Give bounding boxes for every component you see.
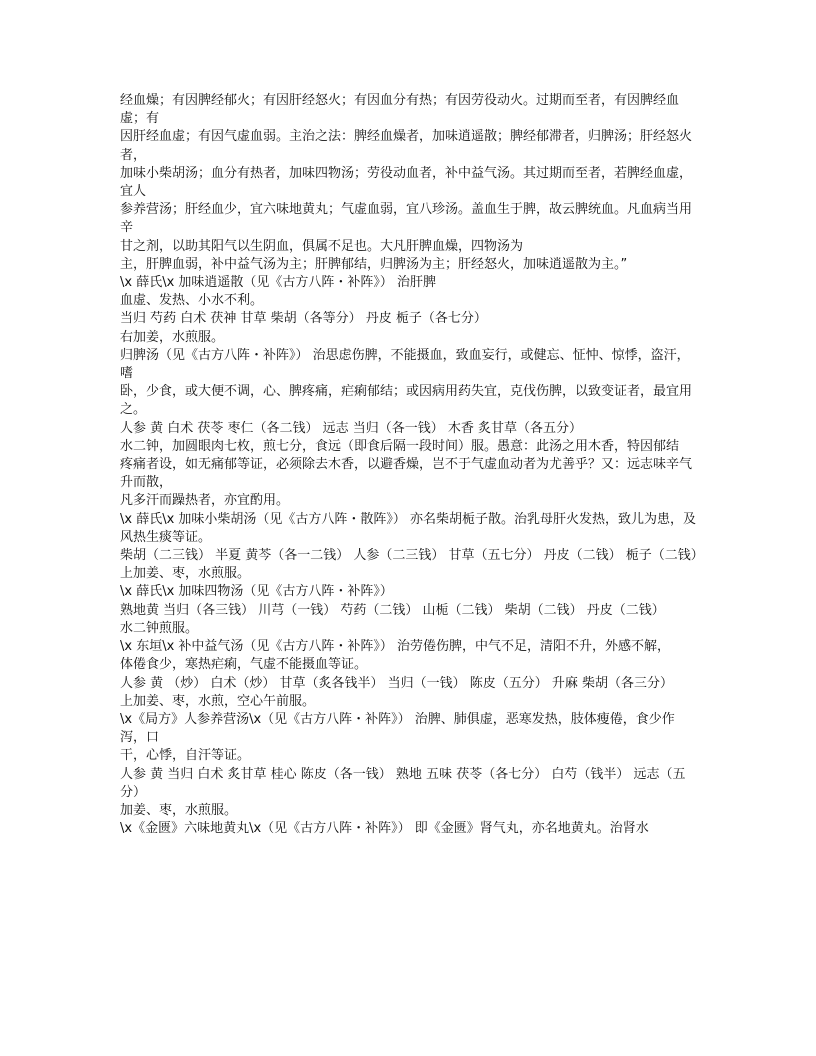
text-line: 因肝经血虚；有因气虚血弱。主治之法：脾经血燥者，加味逍遥散；脾经郁滞者，归脾汤；肝经怒火者，	[120, 129, 693, 163]
preparation-note: 上加姜、枣，水煎服。	[120, 566, 251, 582]
text-line: 卧，少食，或大便不调，心、脾疼痛，疟痢郁结；或因病用药失宜，克伐伤脾，以致变证者，最宜用之。	[120, 384, 693, 418]
formula-heading: 归脾汤（见《古方八阵・补阵》） 治思虑伤脾，不能摄血，致血妄行，或健忘、怔忡、惊悸，盗汗，嗜	[120, 347, 690, 382]
text-line: 风热生痰等证。	[120, 529, 212, 545]
preparation-note: 加姜、枣，水煎服。	[120, 802, 238, 818]
text-line: 加味小柴胡汤；血分有热者，加味四物汤；劳役动血者，补中益气汤。其过期而至者，若脾经血虚，宜人	[120, 165, 693, 200]
text-line: 凡多汗而躁热者，亦宜酌用。	[120, 493, 290, 509]
ingredient-list: 柴胡（二三钱） 半夏 黄芩（各一二钱） 人参（二三钱） 甘草（五七分） 丹皮（二钱） 栀子（二钱）	[120, 548, 704, 564]
preparation-note: 水二钟煎服。	[120, 620, 199, 636]
text-line: 参养营汤；肝经血少，宜六味地黄丸；气虚血弱，宜八珍汤。盖血生于脾，故云脾统血。凡血病当用辛	[120, 202, 693, 236]
ingredient-list: 人参 黄 （炒） 白术（炒） 甘草（炙各钱半） 当归（一钱） 陈皮（五分） 升麻 柴胡（各三分）	[120, 675, 674, 691]
formula-heading: \x 薛氏\x 加味小柴胡汤（见《古方八阵・散阵》） 亦名柴胡栀子散。治乳母肝火发热，致儿为患，及	[120, 511, 697, 527]
ingredient-list: 人参 黄 白术 茯苓 枣仁（各二钱） 远志 当归（各一钱） 木香 炙甘草（各五分）	[120, 420, 583, 436]
preparation-note: 上加姜、枣，水煎，空心午前服。	[120, 693, 316, 709]
formula-heading: \x 薛氏\x 加味逍遥散（见《古方八阵・补阵》） 治肝脾	[120, 275, 437, 291]
formula-heading: \x 东垣\x 补中益气汤（见《古方八阵・补阵》） 治劳倦伤脾，中气不足，清阳不升，外感不解，	[120, 639, 671, 655]
text-line: 甘之剂，以助其阳气以生阴血，俱属不足也。大凡肝脾血燥，四物汤为	[120, 238, 524, 254]
ingredient-list: 熟地黄 当归（各三钱） 川芎（一钱） 芍药（二钱） 山栀（二钱） 柴胡（二钱） 丹皮（二钱）	[120, 602, 665, 618]
text-line: 干，心悸，自汗等证。	[120, 748, 251, 764]
formula-heading: \x 薛氏\x 加味四物汤（见《古方八阵・补阵》）	[120, 584, 393, 600]
preparation-note: 水二钟，加圆眼肉七枚，煎七分，食远（即食后隔一段时间）服。愚意：此汤之用木香，特因郁结	[120, 438, 680, 454]
text-line: 经血燥；有因脾经郁火；有因肝经怒火；有因血分有热；有因劳役动火。过期而至者，有因脾经血虚；有	[120, 93, 680, 127]
text-line: 疼痛者设，如无痛郁等证，必须除去木香，以避香燥，岂不于气虚血动者为尤善乎？又：远志味辛气升而散，	[120, 457, 693, 491]
text-line: 血虚、发热、小水不利。	[120, 293, 264, 309]
document-body	[120, 92, 704, 838]
ingredient-list: 当归 芍药 白术 茯神 甘草 柴胡（各等分） 丹皮 栀子（各七分）	[120, 311, 487, 327]
text-line: 主，肝脾血弱，补中益气汤为主；肝脾郁结，归脾汤为主；肝经怒火，加味逍遥散为主。”	[120, 256, 628, 272]
formula-heading: \x《局方》人参养营汤\x（见《古方八阵・补阵》） 治脾、肺俱虚，恶寒发热，肢体瘦倦，食少作泻，口	[120, 711, 675, 746]
preparation-note: 右加姜，水煎服。	[120, 329, 225, 345]
ingredient-list: 人参 黄 当归 白术 炙甘草 桂心 陈皮（各一钱） 熟地 五味 茯苓（各七分） 白芍（钱半） 远志（五分）	[120, 766, 686, 800]
text-line: 体倦食少，寒热疟痢，气虚不能摄血等证。	[120, 657, 368, 673]
formula-heading: \x《金匮》六味地黄丸\x（见《古方八阵・补阵》） 即《金匮》肾气丸，亦名地黄丸。治肾水	[120, 821, 649, 837]
